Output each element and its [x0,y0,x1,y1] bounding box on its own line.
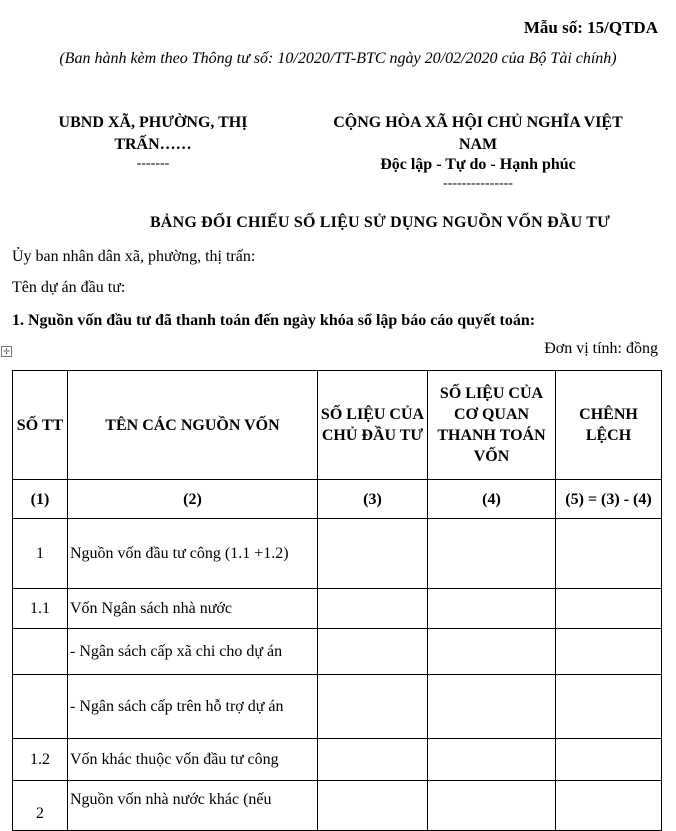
national-title-line2: NAM [458,136,498,153]
national-motto: Độc lập - Tự do - Hạnh phúc [380,156,576,173]
table-header-row [13,371,662,480]
source-name-cell[interactable]: Vốn Ngân sách nhà nước [68,589,318,629]
header-cell: SỐ TT [13,371,68,480]
owner-figure-cell[interactable] [318,629,428,675]
table-row [13,629,662,675]
difference-cell[interactable] [556,739,662,781]
difference-cell[interactable] [556,781,662,831]
owner-figure-cell[interactable] [318,675,428,739]
difference-cell[interactable] [556,675,662,739]
payment-agency-figure-cell[interactable] [428,629,556,675]
source-name-cell[interactable]: Vốn khác thuộc vốn đầu tư công [68,739,318,781]
payment-agency-figure-cell[interactable] [428,739,556,781]
header-cell: CHÊNH LỆCH [556,371,662,480]
issued-note: (Ban hành kèm theo Thông tư số: 10/2020/TT-BTC ngày 20/02/2020 của Bộ Tài chính) [59,50,617,67]
project-line: Tên dự án đầu tư: [12,279,126,296]
issuing-authority-line1: UBND XÃ, PHƯỜNG, THỊ [58,114,248,131]
owner-figure-cell[interactable] [318,519,428,589]
owner-figure-cell[interactable] [318,739,428,781]
table-row [13,739,662,781]
column-number-cell: (1) [13,480,68,519]
form-number: Mẫu số: 15/QTDA [523,18,658,37]
table-row [13,675,662,739]
header-cell: SỐ LIỆU CỦA CƠ QUAN THANH TOÁN VỐN [428,371,556,480]
header-cell: TÊN CÁC NGUỒN VỐN [68,371,318,480]
column-number-cell: (3) [318,480,428,519]
committee-line: Ủy ban nhân dân xã, phường, thị trấn: [12,248,256,265]
source-name-cell[interactable]: - Ngân sách cấp xã chi cho dự án [68,629,318,675]
payment-agency-figure-cell[interactable] [428,675,556,739]
row-number-cell[interactable]: 1 [13,519,68,589]
national-title [292,112,664,156]
payment-agency-figure-cell[interactable] [428,589,556,629]
payment-agency-figure-cell[interactable] [428,781,556,831]
issuing-authority [22,112,284,156]
column-number-cell: (2) [68,480,318,519]
unit-label: Đơn vị tính: đồng [544,340,658,357]
row-number-cell[interactable]: 1.2 [13,739,68,781]
row-number-cell[interactable] [13,629,68,675]
column-number-row [13,480,662,519]
owner-figure-cell[interactable] [318,589,428,629]
source-name-cell[interactable]: Nguồn vốn đầu tư công (1.1 +1.2) [68,519,318,589]
source-name-cell[interactable]: Nguồn vốn nhà nước khác (nếu [68,781,318,831]
payment-agency-figure-cell[interactable] [428,519,556,589]
issuing-authority-line2: TRẤN…… [114,136,192,153]
column-number-cell: (4) [428,480,556,519]
section-heading: 1. Nguồn vốn đầu tư đã thanh toán đến ngày khóa sổ lập báo cáo quyết toán: [12,312,536,329]
row-number-cell[interactable]: 1.1 [13,589,68,629]
row-number-cell[interactable] [13,675,68,739]
difference-cell[interactable] [556,589,662,629]
document-title: BẢNG ĐỐI CHIẾU SỐ LIỆU SỬ DỤNG NGUỒN VỐN ĐẦU TƯ [149,214,611,231]
header-cell: SỐ LIỆU CỦA CHỦ ĐẦU TƯ [318,371,428,480]
table-row [13,519,662,589]
owner-figure-cell[interactable] [318,781,428,831]
difference-cell[interactable] [556,629,662,675]
difference-cell[interactable] [556,519,662,589]
column-number-cell: (5) = (3) - (4) [556,480,662,519]
table-move-handle-icon[interactable]: ✛ [1,346,12,357]
right-divider: --------------- [443,176,513,191]
table-row [13,781,662,831]
row-number-cell[interactable]: 2 [13,781,68,831]
left-divider: ------- [136,156,170,171]
table-row [13,589,662,629]
source-name-cell[interactable]: - Ngân sách cấp trên hỗ trợ dự án [68,675,318,739]
national-title-line1: CỘNG HÒA XÃ HỘI CHỦ NGHĨA VIỆT [333,114,623,131]
funding-table [12,370,662,831]
